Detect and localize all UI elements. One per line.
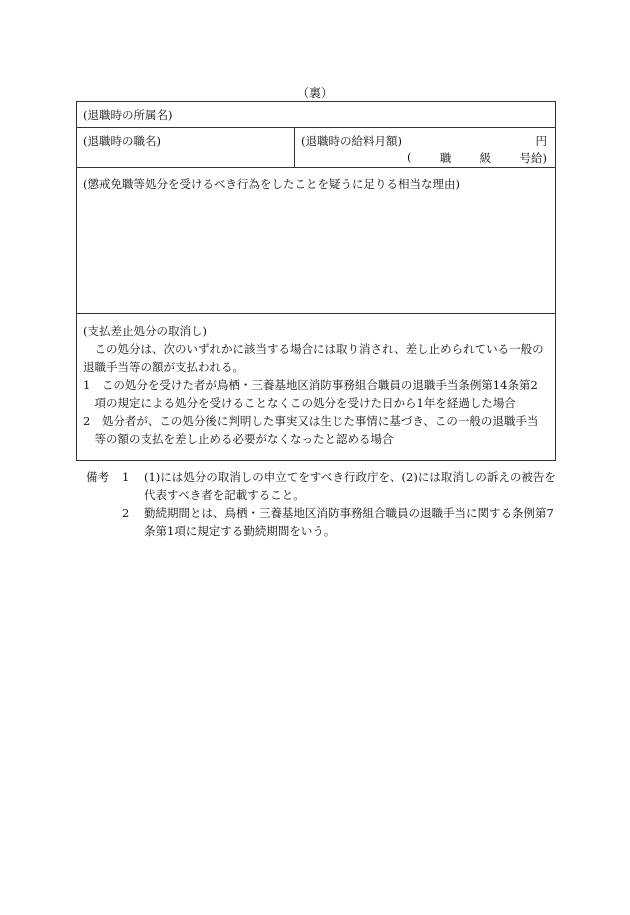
page-title: （裏） bbox=[296, 86, 333, 100]
cancellation-section bbox=[77, 314, 555, 460]
remarks-section bbox=[86, 468, 556, 540]
remark-text: 勤続期間とは、鳥栖・三養基地区消防事務組合職員の退職手当に関する条例第7条第1項に規定する勤続期間をいう。 bbox=[144, 506, 554, 538]
step-label: 号給) bbox=[519, 151, 547, 165]
grade-line bbox=[407, 150, 547, 166]
remark-item bbox=[86, 468, 556, 504]
cancel-item: 1 この処分を受けた者が鳥栖・三養基地区消防事務組合職員の退職手当条例第14条第2項の規定による処分を受けることなくこの処分を受けた日から1年を経過した場合 bbox=[83, 378, 538, 410]
yen-unit: 円 bbox=[535, 134, 547, 148]
affiliation-label: (退職時の所属名) bbox=[83, 108, 173, 122]
grade-open: ( bbox=[407, 150, 412, 164]
remarks-heading: 備考 bbox=[86, 470, 109, 484]
remark-number: 1 bbox=[122, 470, 130, 484]
affiliation-field[interactable] bbox=[77, 102, 555, 128]
remark-item bbox=[86, 504, 556, 540]
salary-field[interactable] bbox=[295, 128, 555, 167]
cancel-title: (支払差止処分の取消し) bbox=[83, 324, 207, 338]
reason-field[interactable] bbox=[77, 168, 555, 314]
position-label: (退職時の職名) bbox=[83, 134, 161, 148]
salary-label: (退職時の給料月額) bbox=[301, 134, 402, 148]
grade-label: 職 bbox=[439, 151, 452, 165]
remark-text: (1)には処分の取消しの申立てをすべき行政庁を、(2)には取消しの訴えの被告を代表すべき者を記載すること。 bbox=[144, 470, 556, 502]
position-field[interactable] bbox=[77, 128, 295, 167]
reason-label: (懲戒免職等処分を受けるべき行為をしたことを疑うに足りる相当な理由) bbox=[83, 177, 460, 191]
cancel-item: 2 処分者が、この処分後に判明した事実又は生じた事情に基づき、この一般の退職手当等の額の支払を差し止める必要がなくなったと認める場合 bbox=[83, 414, 539, 446]
remark-number: 2 bbox=[122, 506, 130, 520]
cancel-intro: この処分は、次のいずれかに該当する場合には取り消され、差し止められている一般の退職手当等の額が支払われる。 bbox=[83, 342, 544, 374]
position-salary-row bbox=[77, 128, 555, 168]
level-label: 級 bbox=[479, 151, 492, 165]
form-table bbox=[76, 101, 556, 461]
